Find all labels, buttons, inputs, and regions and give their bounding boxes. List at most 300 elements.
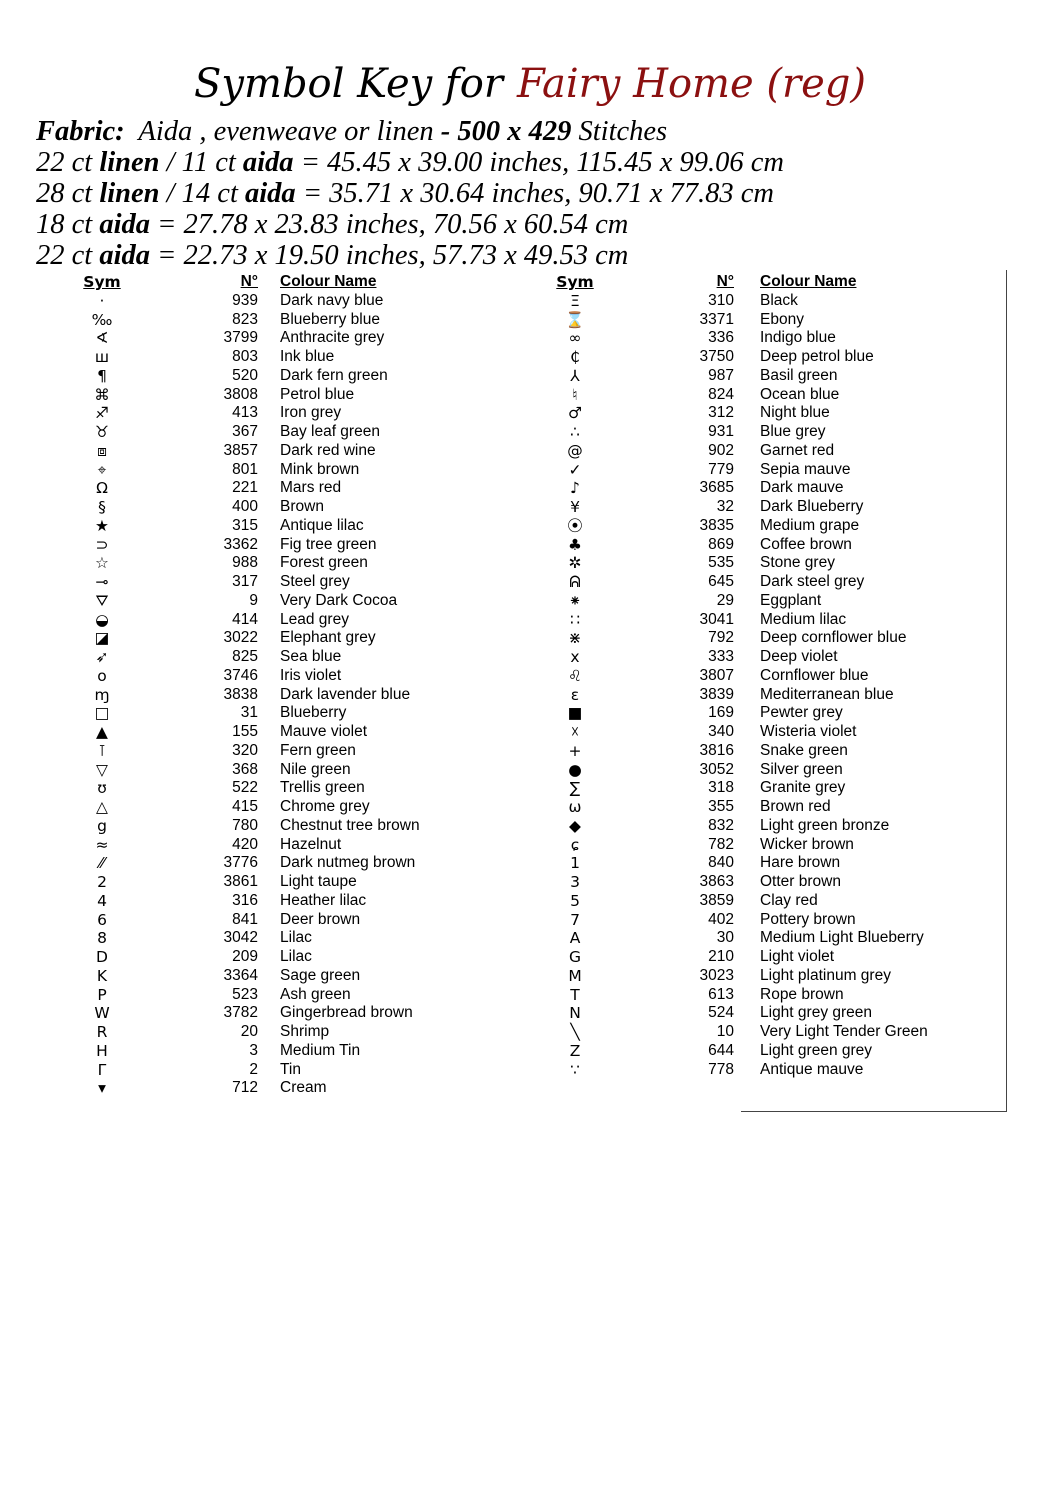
colour-name-cell: Light taupe	[280, 873, 357, 890]
table-row	[549, 854, 990, 873]
colour-name-cell: Night blue	[760, 404, 830, 422]
colour-name-cell: Dark steel grey	[760, 573, 865, 590]
colour-name-cell: Medium Tin	[280, 1041, 361, 1059]
number-cell: 801	[232, 460, 258, 478]
colour-name-cell: Chestnut tree brown	[280, 816, 420, 834]
table-row	[549, 704, 990, 723]
table-row	[76, 667, 500, 686]
number-cell: 931	[708, 423, 734, 440]
symbol-key-left	[76, 273, 500, 1098]
table-row	[76, 779, 500, 798]
symbol-cell: ▾	[98, 1079, 106, 1098]
table-row	[549, 1023, 990, 1042]
symbol-cell: ⌛	[565, 310, 585, 329]
number-cell: 340	[708, 723, 734, 740]
title-prefix: Symbol Key for	[194, 61, 503, 107]
table-row	[549, 798, 990, 817]
table-row	[76, 1061, 500, 1080]
table-row	[76, 348, 500, 367]
symbol-cell: ε	[570, 685, 580, 704]
number-cell: 987	[708, 366, 734, 384]
colour-name-cell: Ash green	[280, 985, 351, 1003]
table-row	[549, 629, 990, 648]
symbol-cell: Ξ	[570, 291, 580, 310]
number-cell: 524	[708, 1004, 734, 1022]
table-row	[76, 929, 500, 948]
symbol-cell: ✲	[568, 554, 582, 573]
table-row	[549, 873, 990, 892]
colour-name-cell: Dark Blueberry	[760, 498, 864, 515]
colour-name-cell: Cornflower blue	[760, 666, 869, 684]
number-cell: 3362	[223, 535, 258, 553]
colour-name-cell: Gingerbread brown	[280, 1004, 413, 1022]
colour-name-cell: Sage green	[280, 966, 361, 984]
table-row	[76, 948, 500, 967]
table-row	[76, 1023, 500, 1042]
number-cell: 2	[249, 1060, 258, 1078]
symbol-cell: ☆	[95, 554, 109, 573]
colour-name-cell: Mars red	[280, 479, 342, 497]
number-cell: 712	[232, 1079, 258, 1097]
symbol-cell: ∷	[570, 610, 580, 629]
colour-name-cell: Ink blue	[280, 348, 335, 365]
header-sym: Sym	[83, 273, 121, 291]
symbol-cell: 2	[97, 873, 107, 891]
colour-name-cell: Dark mauve	[760, 479, 844, 497]
table-row	[76, 329, 500, 348]
colour-name-cell: Bay leaf green	[280, 423, 380, 440]
number-cell: 823	[232, 310, 258, 328]
symbol-cell: R	[96, 1023, 108, 1041]
symbol-cell: ¶	[97, 366, 107, 385]
symbol-cell: ·	[99, 291, 105, 310]
colour-name-cell: Light grey green	[760, 1004, 873, 1022]
colour-name-cell: Steel grey	[280, 573, 350, 590]
number-cell: 415	[232, 798, 258, 815]
table-row	[76, 648, 500, 667]
table-row	[76, 742, 500, 761]
symbol-cell: ⊸	[95, 573, 109, 591]
symbol-cell: ∢	[95, 329, 109, 348]
colour-name-cell: Heather lilac	[280, 891, 367, 909]
symbol-cell: Z	[569, 1041, 581, 1060]
colour-name-cell: Dark nutmeg brown	[280, 854, 416, 872]
number-cell: 832	[708, 816, 734, 834]
colour-name-cell: Fig tree green	[280, 535, 377, 553]
colour-name-cell: Deep cornflower blue	[760, 629, 907, 647]
colour-name-cell: Anthracite grey	[280, 329, 385, 347]
symbol-cell: ‰	[91, 310, 113, 329]
number-cell: 825	[232, 648, 258, 665]
colour-name-cell: Dark navy blue	[280, 291, 384, 309]
colour-name-cell: Trellis green	[280, 779, 365, 797]
colour-name-cell: Silver green	[760, 760, 843, 778]
number-cell: 3776	[223, 854, 258, 872]
table-row	[76, 479, 500, 498]
number-cell: 355	[708, 798, 734, 815]
table-row	[549, 986, 990, 1005]
colour-name-cell: Cream	[280, 1079, 327, 1097]
number-cell: 402	[708, 910, 734, 928]
colour-name-cell: Iron grey	[280, 404, 342, 422]
header-colour-name: Colour Name	[280, 273, 377, 290]
colour-name-cell: Shrimp	[280, 1023, 330, 1040]
number-cell: 645	[708, 573, 734, 590]
colour-name-cell: Black	[760, 291, 798, 309]
symbol-cell: ɕ	[570, 835, 580, 854]
colour-name-cell: Tin	[280, 1060, 301, 1078]
number-cell: 3364	[223, 966, 258, 984]
number-cell: 3750	[699, 348, 734, 365]
colour-name-cell: Mink brown	[280, 460, 360, 478]
symbol-cell: ⛛	[95, 591, 109, 610]
spec-line-22ct: 22 ct linen / 11 ct aida = 45.45 x 39.00 inches, 115.45 x 99.06 cm	[36, 147, 785, 178]
symbol-cell: H	[96, 1041, 108, 1060]
colour-name-cell: Rope brown	[760, 985, 844, 1003]
number-cell: 3808	[223, 385, 258, 403]
number-cell: 782	[708, 835, 734, 853]
number-cell: 522	[232, 779, 258, 797]
number-cell: 902	[708, 441, 734, 459]
symbol-cell: ш	[94, 348, 110, 366]
symbol-cell: □	[94, 704, 110, 723]
number-cell: 315	[232, 516, 258, 534]
colour-name-cell: Garnet red	[760, 441, 835, 459]
table-row	[76, 892, 500, 911]
table-row	[549, 461, 990, 480]
number-cell: 221	[232, 479, 258, 497]
table-row	[76, 854, 500, 873]
number-cell: 209	[232, 948, 258, 965]
header-number: N°	[240, 273, 258, 290]
symbol-cell: K	[96, 966, 108, 985]
table-row	[76, 404, 500, 423]
colour-name-cell: Medium lilac	[760, 610, 847, 628]
number-cell: 3799	[223, 329, 258, 347]
table-row	[76, 517, 500, 536]
symbol-cell: ⅄	[570, 366, 580, 385]
number-cell: 3816	[699, 741, 734, 759]
number-cell: 869	[708, 535, 734, 553]
colour-name-cell: Stone grey	[760, 554, 835, 572]
symbol-cell: g	[97, 816, 107, 835]
table-row	[549, 367, 990, 386]
table-row	[76, 1004, 500, 1023]
number-cell: 3807	[699, 666, 734, 684]
table-row	[76, 423, 500, 442]
colour-name-cell: Wicker brown	[760, 835, 854, 853]
number-cell: 312	[708, 404, 734, 422]
symbol-cell: ∞	[568, 329, 582, 348]
number-cell: 3839	[699, 685, 734, 703]
number-cell: 336	[708, 329, 734, 347]
table-row	[549, 1004, 990, 1023]
symbol-cell: 5	[570, 891, 580, 910]
number-cell: 523	[232, 985, 258, 1003]
number-cell: 320	[232, 741, 258, 759]
symbol-cell: ★	[95, 516, 109, 535]
colour-name-cell: Hare brown	[760, 854, 841, 872]
symbol-cell: G	[568, 948, 581, 966]
number-cell: 318	[708, 779, 734, 797]
colour-name-cell: Basil green	[760, 366, 838, 384]
symbol-cell: @	[567, 441, 583, 460]
table-header	[549, 273, 990, 292]
page-title	[0, 58, 1060, 110]
header-number: N°	[716, 273, 734, 290]
number-cell: 29	[716, 591, 734, 609]
symbol-cell: ◪	[94, 629, 110, 648]
table-row	[549, 292, 990, 311]
number-cell: 3052	[699, 760, 734, 778]
symbol-cell: Γ	[97, 1060, 107, 1079]
number-cell: 3861	[223, 873, 258, 890]
number-cell: 988	[232, 554, 258, 572]
number-cell: 367	[232, 423, 258, 440]
number-cell: 10	[716, 1023, 734, 1040]
table-row	[549, 573, 990, 592]
symbol-cell: M	[568, 966, 582, 985]
symbol-cell: ▽	[96, 760, 108, 779]
table-row	[549, 967, 990, 986]
colour-name-cell: Petrol blue	[280, 385, 355, 403]
symbol-cell: ≈	[95, 835, 109, 854]
table-row	[549, 948, 990, 967]
right-border-line	[1006, 270, 1007, 1112]
table-row	[549, 648, 990, 667]
symbol-cell: ♌	[568, 666, 582, 685]
number-cell: 420	[232, 835, 258, 853]
symbol-cell: +	[568, 741, 582, 760]
symbol-cell: 3	[570, 873, 580, 891]
colour-name-cell: Elephant grey	[280, 629, 376, 647]
symbol-cell: ∴	[570, 423, 580, 441]
table-row	[549, 779, 990, 798]
spec-line-22ct-aida: 22 ct aida = 22.73 x 19.50 inches, 57.73 x 49.53 cm	[36, 240, 629, 271]
table-row	[76, 723, 500, 742]
table-row	[76, 311, 500, 330]
colour-name-cell: Blueberry blue	[280, 310, 380, 328]
number-cell: 792	[708, 629, 734, 647]
number-cell: 414	[232, 610, 258, 628]
spec-line-fabric: Fabric: Aida , evenweave or linen - 500 x 429 Stitches	[36, 116, 668, 147]
number-cell: 169	[708, 704, 734, 722]
table-row	[76, 986, 500, 1005]
colour-name-cell: Lead grey	[280, 610, 349, 628]
number-cell: 31	[240, 704, 258, 722]
number-cell: 3	[249, 1041, 258, 1059]
colour-name-cell: Medium Light Blueberry	[760, 929, 924, 947]
symbol-cell: ♂	[568, 404, 582, 423]
symbol-cell: ☓	[570, 723, 580, 741]
table-row	[76, 798, 500, 817]
colour-name-cell: Blue grey	[760, 423, 826, 440]
spec-line-18ct: 18 ct aida = 27.78 x 23.83 inches, 70.56 x 60.54 cm	[36, 209, 629, 240]
table-row	[549, 611, 990, 630]
table-row	[76, 536, 500, 555]
colour-name-cell: Snake green	[760, 741, 848, 759]
table-row	[76, 911, 500, 930]
number-cell: 644	[708, 1041, 734, 1059]
table-row	[549, 929, 990, 948]
colour-name-cell: Coffee brown	[760, 535, 852, 553]
colour-name-cell: Lilac	[280, 948, 312, 965]
number-cell: 613	[708, 985, 734, 1003]
symbol-cell: N	[569, 1004, 581, 1023]
symbol-cell: ◆	[569, 816, 581, 835]
table-row	[76, 611, 500, 630]
symbol-cell: ⊃	[95, 535, 109, 554]
pattern-name: Fairy Home (reg)	[516, 61, 866, 107]
symbol-cell: A	[569, 929, 581, 948]
number-cell: 210	[708, 948, 734, 965]
table-row	[549, 667, 990, 686]
table-row	[549, 311, 990, 330]
table-row	[76, 629, 500, 648]
table-row	[549, 723, 990, 742]
symbol-cell: P	[97, 985, 107, 1004]
number-cell: 520	[232, 366, 258, 384]
table-row	[76, 461, 500, 480]
number-cell: 32	[716, 498, 734, 515]
number-cell: 939	[232, 291, 258, 309]
symbol-cell: 7	[570, 910, 580, 929]
number-cell: 803	[232, 348, 258, 365]
number-cell: 317	[232, 573, 258, 590]
colour-name-cell: Antique lilac	[280, 516, 364, 534]
symbol-cell: ╲	[570, 1023, 580, 1041]
number-cell: 3022	[223, 629, 258, 647]
number-cell: 333	[708, 648, 734, 665]
number-cell: 824	[708, 385, 734, 403]
symbol-cell: △	[96, 798, 108, 816]
colour-name-cell: Antique mauve	[760, 1060, 864, 1078]
bottom-border-line	[741, 1111, 1007, 1112]
symbol-cell: o	[97, 666, 107, 685]
colour-name-cell: Very Dark Cocoa	[280, 591, 398, 609]
symbol-cell: ♣	[568, 535, 582, 554]
symbol-cell: 1	[570, 854, 580, 873]
colour-name-cell: Indigo blue	[760, 329, 836, 347]
table-row	[76, 873, 500, 892]
symbol-cell: ⁄⁄	[99, 854, 105, 873]
header-sym: Sym	[556, 273, 594, 291]
colour-name-cell: Iris violet	[280, 666, 342, 684]
symbol-cell: ¥	[570, 498, 580, 516]
symbol-cell: ∵	[570, 1060, 580, 1079]
table-row	[549, 423, 990, 442]
colour-name-cell: Lilac	[280, 929, 312, 947]
symbol-cell: ɱ	[94, 685, 110, 704]
table-row	[549, 329, 990, 348]
colour-name-cell: Medium grape	[760, 516, 860, 534]
table-row	[76, 498, 500, 517]
symbol-cell: ∑	[569, 779, 581, 798]
colour-name-cell: Light green bronze	[760, 816, 890, 834]
symbol-cell: 6	[97, 910, 107, 929]
table-row	[549, 536, 990, 555]
number-cell: 3746	[223, 666, 258, 684]
colour-name-cell: Brown	[280, 498, 324, 515]
colour-name-cell: Clay red	[760, 891, 818, 909]
symbol-cell: ▲	[96, 723, 108, 741]
symbol-cell: Ω	[96, 479, 108, 498]
colour-name-cell: Sea blue	[280, 648, 342, 665]
colour-name-cell: Wisteria violet	[760, 723, 857, 740]
symbol-cell: ➶	[95, 648, 109, 666]
table-row	[549, 386, 990, 405]
symbol-cell: W	[94, 1004, 110, 1023]
number-cell: 316	[232, 891, 258, 909]
colour-name-cell: Light platinum grey	[760, 966, 891, 984]
table-row	[549, 761, 990, 780]
colour-name-cell: Deer brown	[280, 910, 361, 928]
colour-name-cell: Otter brown	[760, 873, 841, 890]
number-cell: 3835	[699, 516, 734, 534]
symbol-cell: ⧈	[97, 441, 107, 460]
table-row	[76, 704, 500, 723]
symbol-cell: ♉	[95, 423, 109, 441]
table-row	[76, 592, 500, 611]
colour-name-cell: Granite grey	[760, 779, 846, 797]
fabric-specs	[36, 116, 1036, 271]
colour-name-cell: Eggplant	[760, 591, 822, 609]
colour-name-cell: Ocean blue	[760, 385, 840, 403]
colour-name-cell: Pewter grey	[760, 704, 843, 722]
symbol-cell: 4	[97, 891, 107, 910]
number-cell: 3859	[699, 891, 734, 909]
colour-name-cell: Mauve violet	[280, 723, 368, 740]
symbol-cell: ♪	[570, 479, 580, 498]
number-cell: 368	[232, 760, 258, 778]
symbol-cell: ⊺	[97, 741, 107, 760]
number-cell: 30	[716, 929, 734, 947]
number-cell: 780	[232, 816, 258, 834]
colour-name-cell: Brown red	[760, 798, 831, 815]
table-row	[76, 1079, 500, 1098]
table-row	[549, 442, 990, 461]
colour-name-cell: Fern green	[280, 741, 356, 759]
number-cell: 310	[708, 291, 734, 309]
table-row	[549, 892, 990, 911]
colour-name-cell: Very Light Tender Green	[760, 1023, 928, 1040]
colour-name-cell: Chrome grey	[280, 798, 370, 815]
symbol-cell: ʊ	[97, 779, 107, 798]
table-row	[549, 911, 990, 930]
number-cell: 155	[232, 723, 258, 740]
table-row	[549, 554, 990, 573]
symbol-cell: 8	[97, 929, 107, 948]
table-row	[549, 1042, 990, 1061]
table-row	[76, 386, 500, 405]
number-cell: 3371	[699, 310, 734, 328]
number-cell: 841	[232, 910, 258, 928]
colour-name-cell: Light green grey	[760, 1041, 873, 1059]
colour-name-cell: Hazelnut	[280, 835, 342, 853]
number-cell: 3042	[223, 929, 258, 947]
number-cell: 840	[708, 854, 734, 872]
table-row	[549, 404, 990, 423]
table-row	[549, 479, 990, 498]
table-row	[76, 442, 500, 461]
number-cell: 3041	[699, 610, 734, 628]
symbol-cell: ᕱ	[569, 573, 581, 591]
table-row	[76, 1042, 500, 1061]
spec-line-28ct: 28 ct linen / 14 ct aida = 35.71 x 30.64 inches, 90.71 x 77.83 cm	[36, 178, 775, 209]
colour-name-cell: Deep petrol blue	[760, 348, 874, 365]
colour-name-cell: Dark lavender blue	[280, 685, 411, 703]
symbol-cell: D	[96, 948, 108, 966]
